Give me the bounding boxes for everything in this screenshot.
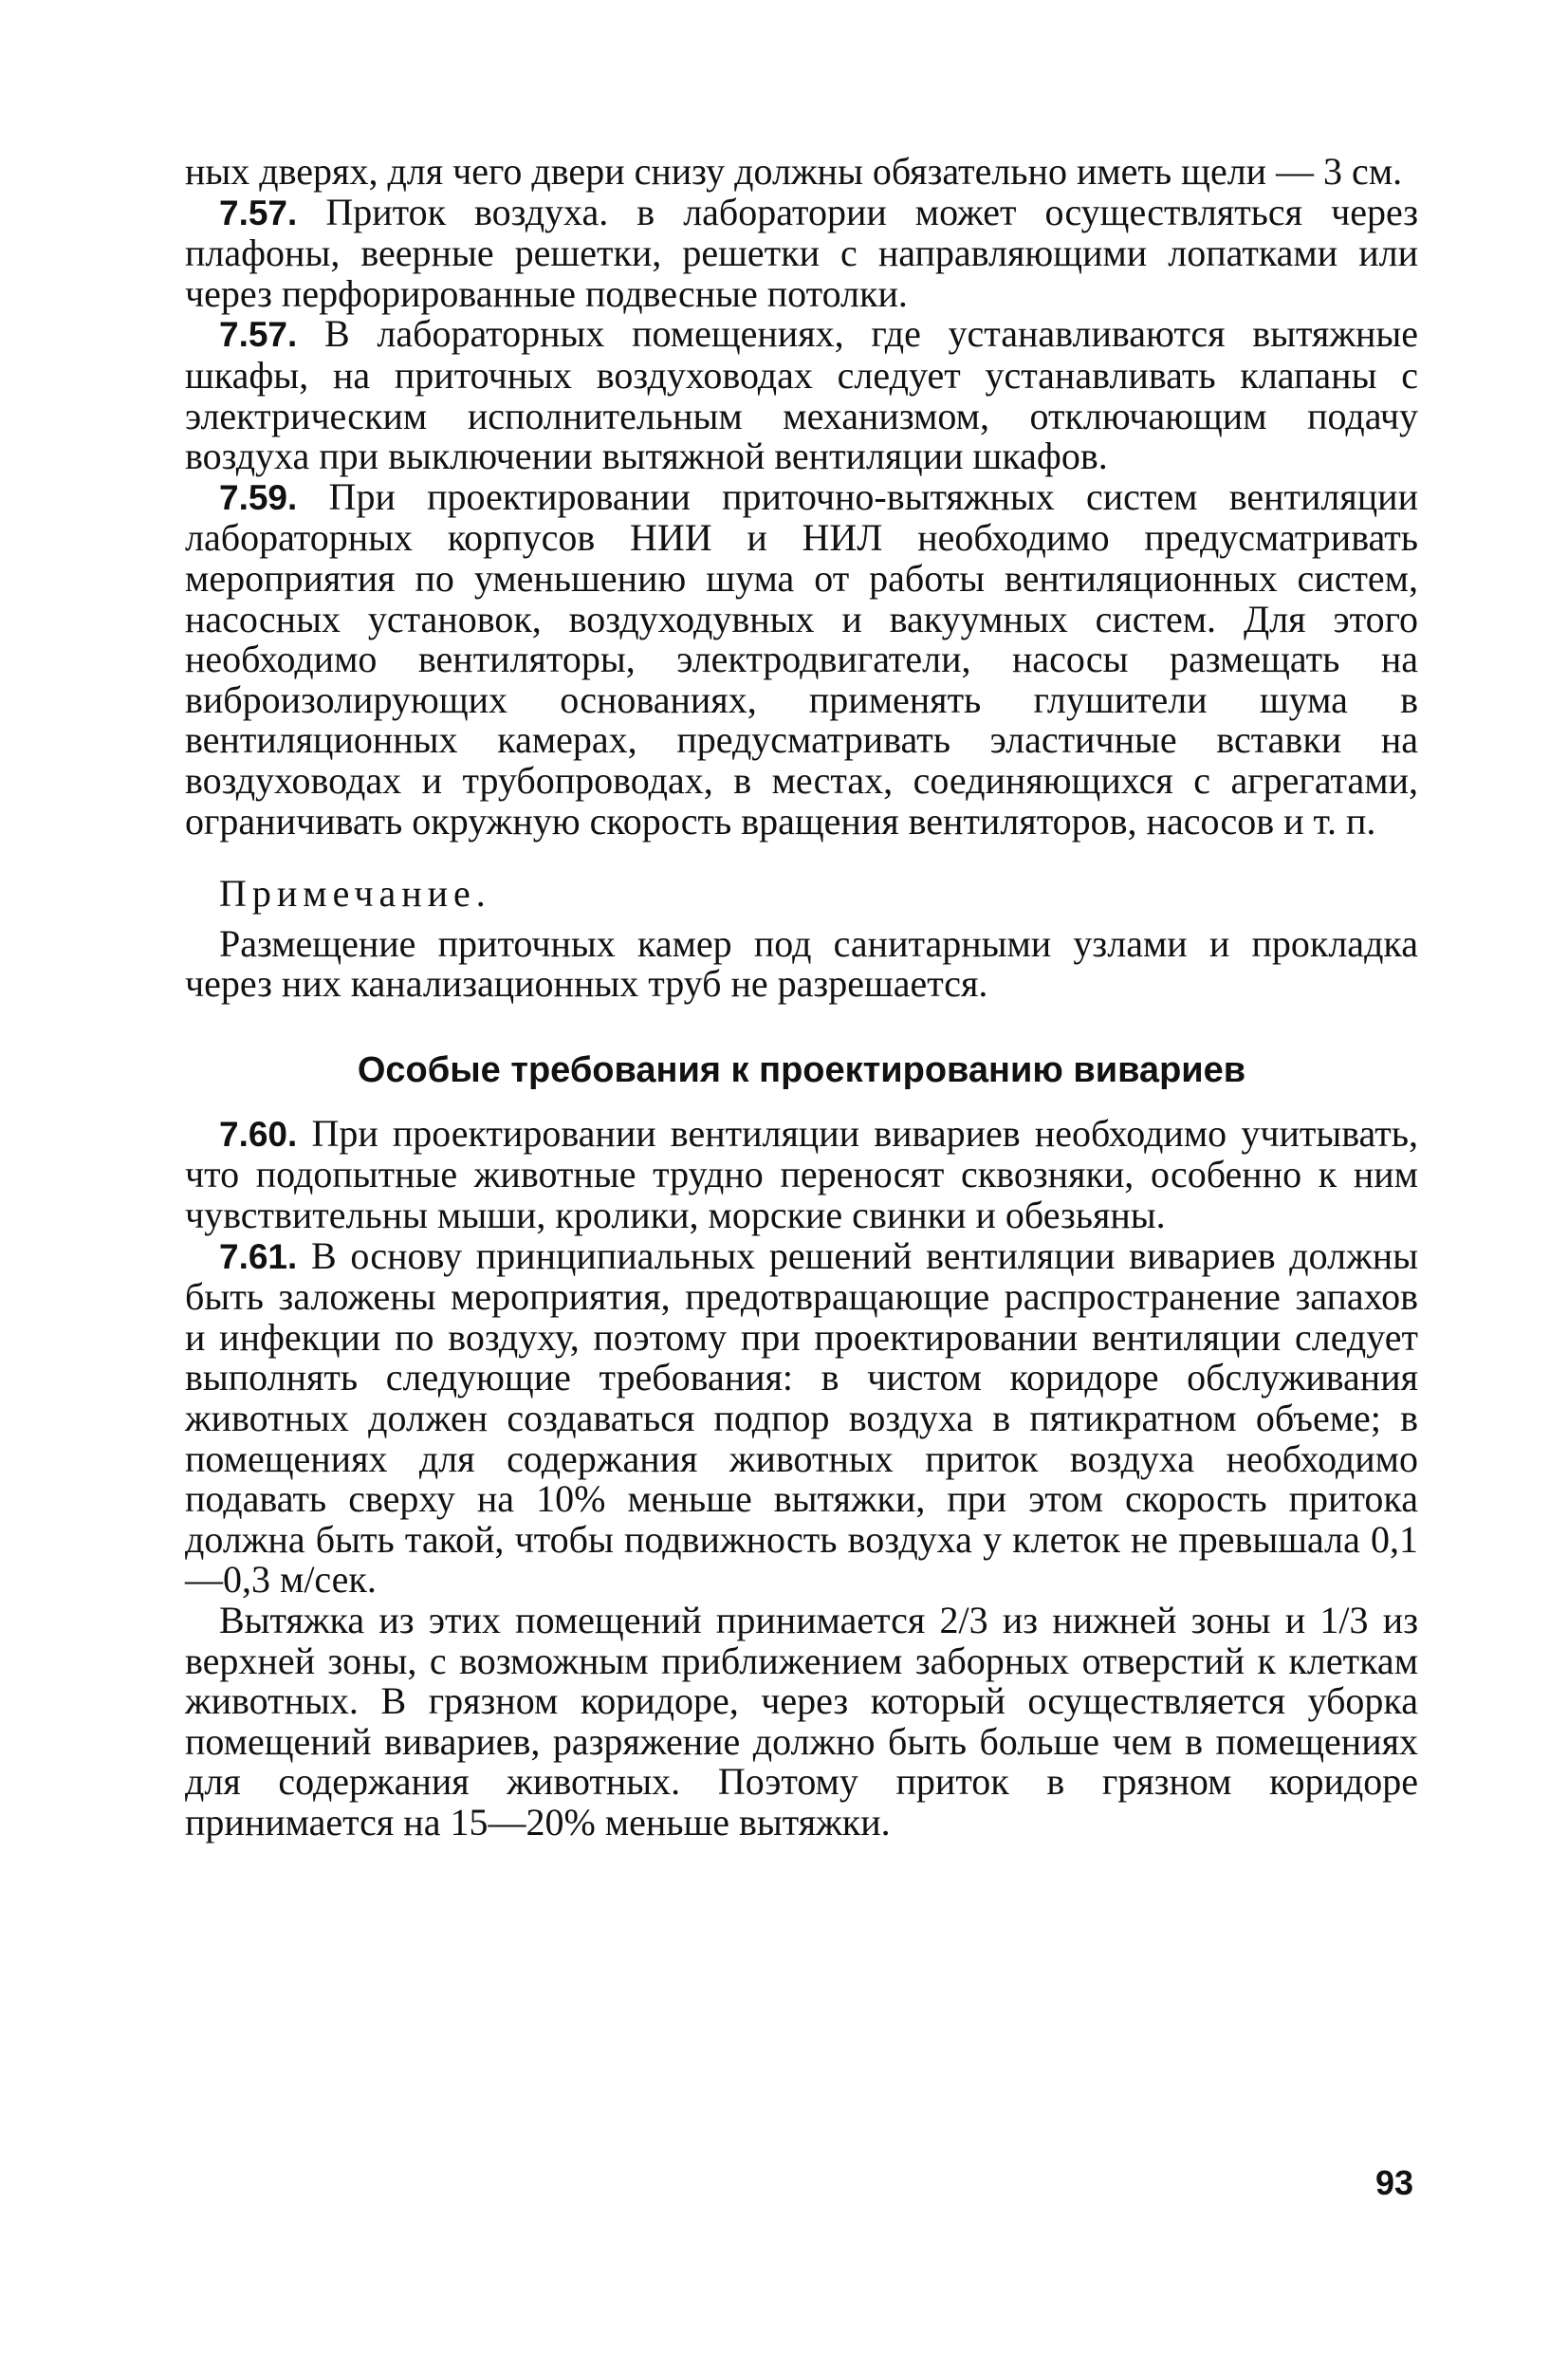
clause-number: 7.57. xyxy=(219,315,298,355)
clause-number: 7.57. xyxy=(219,193,298,232)
paragraph-text: При проектировании приточно-вытяжных систем вентиляции лабораторных корпусов НИИ и НИЛ необходимо предусматривать мероприятия по уменьшению шума от работы вентиляционных систем, насосных установок, воздуходувных и вакуумных систем. Для этого необходимо вентиляторы, электродвигатели, насосы размещать на виброизолирующих основаниях, применять глушители шума в вентиляционных камерах, предусматривать эластичные вставки на воздуховодах и трубопроводах, в местах, соединяющихся с агрегатами, ограничивать окружную скорость вращения вентиляторов, насосов и т. п. xyxy=(185,474,1418,843)
paragraph-text: При проектировании вентиляции вивариев необходимо учитывать, что подопытные животные трудно переносят сквозняки, особенно к ним чувствительны мыши, кролики, морские свинки и обезьяны. xyxy=(185,1111,1418,1237)
page-content xyxy=(185,152,1418,1843)
paragraph-7-61 xyxy=(185,1233,1418,1602)
clause-number: 7.61. xyxy=(219,1236,298,1276)
note-title: Примечание. xyxy=(219,872,491,916)
page-number: 93 xyxy=(1375,2163,1414,2202)
paragraph-continuation xyxy=(185,152,1418,193)
paragraph-exhaust xyxy=(185,1601,1418,1843)
section-heading: Особые требования к проектированию вивариев xyxy=(357,1049,1246,1090)
paragraph-7-57-a xyxy=(185,190,1418,315)
paragraph-7-57-b xyxy=(185,314,1418,476)
paragraph-text: Приток воздуха. в лаборатории может осуществляться через плафоны, веерные решетки, решетки с направляющими лопатками или через перфорированные подвесные потолки. xyxy=(185,190,1418,315)
paragraph-text: Вытяжка из этих помещений принимается 2/3 из нижней зоны и 1/3 из верхней зоны, с возможным приближением заборных отверстий к клеткам животных. В грязном коридоре, через который осуществляется уборка помещений вивариев, разряжение должно быть больше чем в помещениях для содержания животных. Поэтому приток в грязном коридоре принимается на 15—20% меньше вытяжки. xyxy=(185,1599,1418,1843)
clause-number: 7.60. xyxy=(219,1114,298,1154)
paragraph-7-59 xyxy=(185,474,1418,843)
paragraph-text: В лабораторных помещениях, где устанавливаются вытяжные шкафы, на приточных воздуховодах следует устанавливать клапаны с электрическим исполнительным механизмом, отключающим подачу воздуха при выключении вытяжной вентиляции шкафов. xyxy=(185,312,1418,478)
clause-number: 7.59. xyxy=(219,477,298,517)
paragraph-text: ных дверях, для чего двери снизу должны обязательно иметь щели — 3 см. xyxy=(185,150,1403,193)
paragraph-text: В основу принципиальных решений вентиляции вивариев должны быть заложены мероприятия, предотвращающие распространение запахов и инфекции по воздуху, поэтому при проектировании вентиляции следует выполнять следующие требования: в чистом коридоре обслуживания животных должен создаваться подпор воздуха в пятикратном объеме; в помещениях для содержания животных приток воздуха необходимо подавать сверху на 10% меньше вытяжки, при этом скорость притока должна быть такой, чтобы подвижность воздуха у клеток не превышала 0,1—0,3 м/сек. xyxy=(185,1233,1418,1602)
note-text: Размещение приточных камер под санитарными узлами и прокладка через них канализационных труб не разрешается. xyxy=(185,921,1418,1006)
paragraph-7-60 xyxy=(185,1111,1418,1237)
